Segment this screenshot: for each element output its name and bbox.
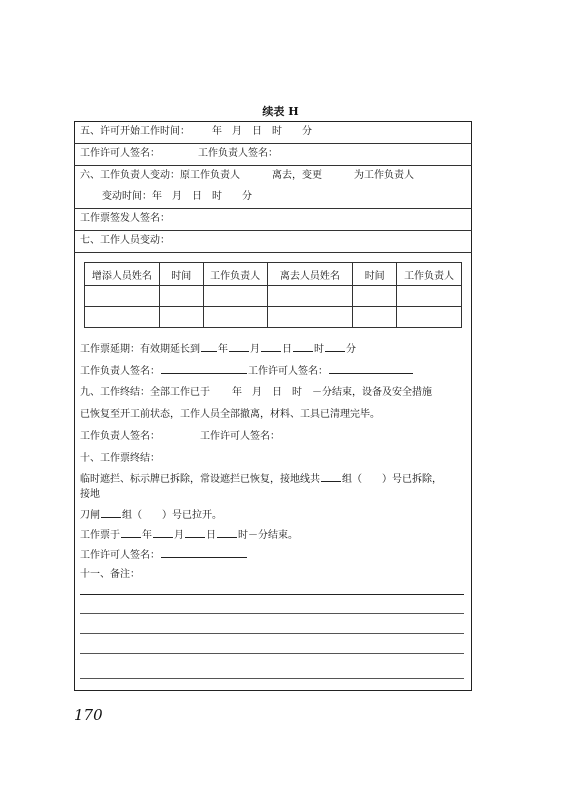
table-cell[interactable] (159, 286, 203, 307)
extension-label: 工作票延期：有效期延长到 (80, 344, 200, 355)
month-label: 月 (174, 530, 184, 541)
work-end-line-1 (80, 384, 432, 402)
end-month-blank[interactable] (153, 526, 173, 538)
divider (74, 252, 472, 253)
table-cell[interactable] (85, 286, 160, 307)
row-leader-change (74, 166, 472, 186)
leader-signer-label: 工作负责人签名： (80, 366, 160, 377)
extension-hour-blank[interactable] (293, 340, 313, 352)
ticket-end-line-3 (80, 506, 222, 524)
table-cell[interactable] (397, 286, 462, 307)
col-leader-2: 工作负责人 (397, 263, 462, 286)
hour-label: 时 (314, 344, 324, 355)
change-time-label[interactable]: 变动时间：年 月 日 时 分 (102, 191, 252, 202)
extension-day-blank[interactable] (261, 340, 281, 352)
col-leader-1: 工作负责人 (203, 263, 267, 286)
permit-signer-label: 工作许可人签名： (80, 550, 160, 561)
work-end-signatures (80, 428, 280, 446)
knife-switch-text: 刀闸 (80, 510, 100, 521)
col-time-1: 时间 (159, 263, 203, 286)
permit-signer-label: 工作许可人签名： (200, 431, 280, 442)
notes-line[interactable] (80, 678, 464, 679)
leader-signer-label: 工作负责人签名： (80, 431, 160, 442)
ticket-extension-line (80, 340, 356, 358)
permit-signature-field[interactable] (161, 546, 247, 558)
ticket-end-line-1 (80, 470, 442, 488)
ticket-end-rest: －分结束。 (248, 530, 298, 541)
permit-signer-label: 工作许可人签名： (80, 148, 160, 159)
table-cell[interactable] (267, 286, 353, 307)
table-cell[interactable] (203, 307, 267, 328)
notes-line[interactable] (80, 594, 464, 595)
row-staff-change (74, 231, 472, 251)
row-permit-start-time (74, 122, 472, 142)
notes-line[interactable] (80, 653, 464, 654)
notes-label: 十一、备注： (80, 569, 140, 580)
ground-wire-count-blank[interactable] (321, 470, 341, 482)
end-hour-blank[interactable] (217, 526, 237, 538)
day-label: 日 (282, 344, 292, 355)
permit-start-time[interactable]: 年 月 日 时 分 (212, 126, 312, 137)
staff-change-label: 七、工作人员变动： (80, 235, 170, 246)
table-header-row (85, 263, 462, 286)
row-signatures-1 (74, 144, 472, 164)
extension-month-blank[interactable] (229, 340, 249, 352)
col-added-name: 增添人员姓名 (85, 263, 160, 286)
issuer-signer-label: 工作票签发人签名： (80, 213, 170, 224)
row-issuer-signature (74, 209, 472, 229)
table-cell[interactable] (267, 307, 353, 328)
table-row (85, 307, 462, 328)
leader-change-mid: 离去，变更 (272, 170, 322, 181)
table-cell[interactable] (159, 307, 203, 328)
knife-switch-count-blank[interactable] (101, 506, 121, 518)
table-cell[interactable] (397, 307, 462, 328)
year-label: 年 (142, 530, 152, 541)
leader-signature-field[interactable] (161, 362, 247, 374)
col-time-2: 时间 (353, 263, 397, 286)
table-cell[interactable] (353, 286, 397, 307)
minute-label: 分 (346, 344, 356, 355)
notes-line[interactable] (80, 633, 464, 634)
col-left-name: 离去人员姓名 (267, 263, 353, 286)
end-year-blank[interactable] (121, 526, 141, 538)
page-number: 170 (74, 706, 103, 724)
ticket-end-label: 十、工作票终结： (80, 453, 160, 464)
work-end-line-2: 已恢复至开工前状态，工作人员全部撤离，材料、工具已清理完毕。 (80, 409, 380, 420)
leader-change-end: 为工作负责人 (354, 170, 414, 181)
staff-change-table (84, 262, 462, 328)
permit-signature-field[interactable] (329, 362, 413, 374)
end-day-blank[interactable] (185, 526, 205, 538)
knife-switch-rest: 组（ ）号已拉开。 (122, 510, 222, 521)
permit-signer-label: 工作许可人签名： (248, 366, 328, 377)
permit-start-label: 五、许可开始工作时间： (80, 126, 190, 137)
row-change-time (74, 187, 472, 207)
work-end-label: 九、工作终结：全部工作已于 (80, 387, 210, 398)
extension-signatures (80, 362, 414, 380)
extension-year-blank[interactable] (201, 340, 217, 352)
page-title: 续表 H (262, 105, 299, 118)
leader-signer-label: 工作负责人签名： (198, 148, 278, 159)
work-end-rest: －分结束，设备及安全措施 (312, 387, 432, 398)
hour-label: 时 (238, 530, 248, 541)
month-label: 月 (250, 344, 260, 355)
table-row (85, 286, 462, 307)
day-label: 日 (206, 530, 216, 541)
ticket-end-signature (80, 546, 248, 564)
ticket-end-time-label: 工作票于 (80, 530, 120, 541)
leader-change-label: 六、工作负责人变动：原工作负责人 (80, 170, 240, 181)
ticket-end-line-4 (80, 526, 298, 544)
ticket-end-line-2: 接地 (80, 489, 100, 500)
extension-minute-blank[interactable] (325, 340, 345, 352)
year-label: 年 (218, 344, 228, 355)
ground-wire-text: 组（ ）号已拆除， (342, 474, 442, 485)
barrier-restored-text: 临时遮拦、标示牌已拆除，常设遮拦已恢复，接地线共 (80, 474, 320, 485)
table-cell[interactable] (85, 307, 160, 328)
work-end-time[interactable]: 年 月 日 时 (232, 387, 302, 398)
table-cell[interactable] (353, 307, 397, 328)
table-cell[interactable] (203, 286, 267, 307)
notes-line[interactable] (80, 613, 464, 614)
